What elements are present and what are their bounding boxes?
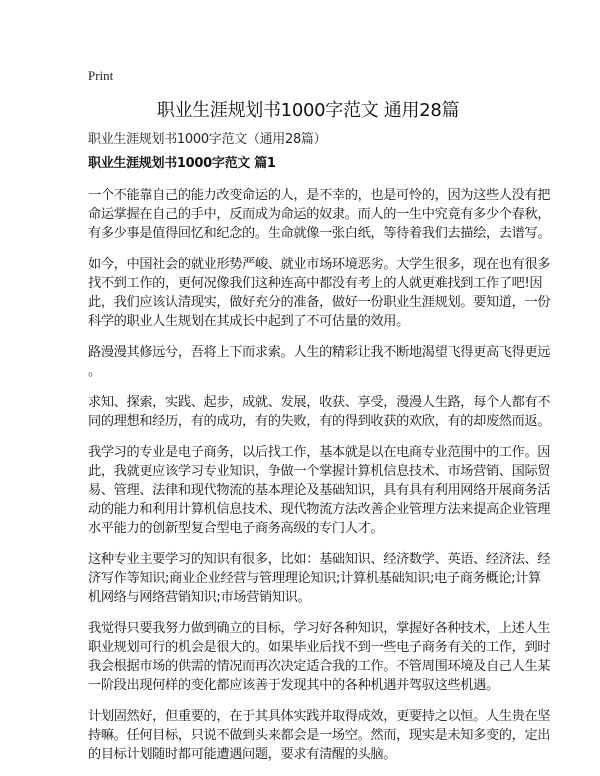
- paragraph: [88, 707, 551, 764]
- document-page: [88, 66, 551, 764]
- paragraph-line: 此，我就更应该学习专业知识，争做一个掌握计算机信息技术、市场营销、国际贸: [88, 464, 551, 479]
- paragraph-line: 水平能力的创新型复合型电子商务高级的专门人才。: [88, 521, 384, 536]
- paragraph-line: 如今，中国社会的就业形势严峻、就业市场环境恶劣。大学生很多，现在也有很多: [88, 257, 551, 272]
- document-title: 职业生涯规划书1000字范文 通用28篇: [156, 100, 460, 121]
- paragraph-line: 同的理想和经历，有的成功，有的失败，有的得到收获的欢欣，有的却废然而返。: [88, 414, 551, 429]
- print-link[interactable]: Print: [88, 68, 114, 83]
- paragraph-line: 路漫漫其修远兮，吾将上下而求索。人生的精彩让我不断地渴望飞得更高飞得更远: [88, 345, 551, 360]
- paragraph-line: 。: [88, 364, 101, 379]
- paragraph-line: 这种专业主要学习的知识有很多，比如：基础知识、经济数学、英语、经济法、经: [88, 552, 551, 567]
- paragraph: [88, 550, 551, 607]
- section-heading: 职业生涯规划书1000字范文 篇1: [88, 156, 276, 171]
- paragraph-line: 易、管理、法律和现代物流的基本理论及基础知识，具有具有利用网络开展商务活: [88, 483, 551, 498]
- paragraph-line: 找不到工作的，更何况像我们这种连高中都没有考上的人就更难找到工作了吧!因: [88, 276, 543, 291]
- paragraph-line: 计划固然好，但重要的，在于其具体实践并取得成效，更要持之以恒。人生贵在坚: [88, 709, 551, 724]
- paragraph: [88, 393, 551, 431]
- paragraph: [88, 443, 551, 538]
- paragraph-line: 有多少事是值得回忆和纪念的。生命就像一张白纸，等待着我们去描绘，去谱写。: [88, 226, 551, 241]
- document-body: [88, 186, 551, 764]
- paragraph-line: 此，我们应该认清现实，做好充分的准备，做好一份职业生涯规划。要知道，一份: [88, 295, 551, 310]
- paragraph: [88, 619, 551, 695]
- paragraph: [88, 186, 551, 243]
- paragraph-line: 一个不能靠自己的能力改变命运的人，是不幸的，也是可怜的，因为这些人没有把: [88, 188, 551, 203]
- paragraph-line: 一阶段出现何样的变化都应该善于发现其中的各种机遇并驾驭这些机遇。: [88, 678, 499, 693]
- document-subtitle: 职业生涯规划书1000字范文（通用28篇）: [88, 132, 327, 147]
- paragraph: [88, 255, 551, 331]
- paragraph-line: 命运掌握在自己的手中，反而成为命运的奴隶。而人的一生中究竟有多少个春秋，: [88, 207, 551, 222]
- paragraph-line: 我学习的专业是电子商务，以后找工作，基本就是以在电商专业范围中的工作。因: [88, 445, 551, 460]
- paragraph-line: 我会根据市场的供需的情况而再次决定适合我的工作。不管周围环境及自己人生某: [88, 659, 551, 674]
- paragraph-line: 持嘛。任何目标，只说不做到头来都会是一场空。然而，现实是未知多变的，定出: [88, 728, 551, 743]
- paragraph-line: 科学的职业人生规划在其成长中起到了不可估量的效用。: [88, 314, 409, 329]
- paragraph-line: 动的能力和利用计算机信息技术、现代物流方法改善企业管理方法来提高企业管理: [88, 502, 551, 517]
- paragraph-line: 求知、探索，实践、起步，成就、发展，收获、享受，漫漫人生路，每个人都有不: [88, 395, 551, 410]
- paragraph-line: 职业规划可行的机会是很大的。如果毕业后找不到一些电子商务有关的工作，到时: [88, 640, 551, 655]
- paragraph-line: 机网络与网络营销知识;市场营销知识。: [88, 590, 311, 605]
- paragraph-line: 的目标计划随时都可能遭遇问题，要求有清醒的头脑。: [88, 747, 397, 762]
- paragraph-line: 我觉得只要我努力做到确立的目标，学习好各种知识，掌握好各种技术，上述人生: [88, 621, 551, 636]
- paragraph-line: 济写作等知识;商业企业经营与管理理论知识;计算机基础知识;电子商务概论;计算: [88, 571, 541, 586]
- paragraph: [88, 343, 551, 381]
